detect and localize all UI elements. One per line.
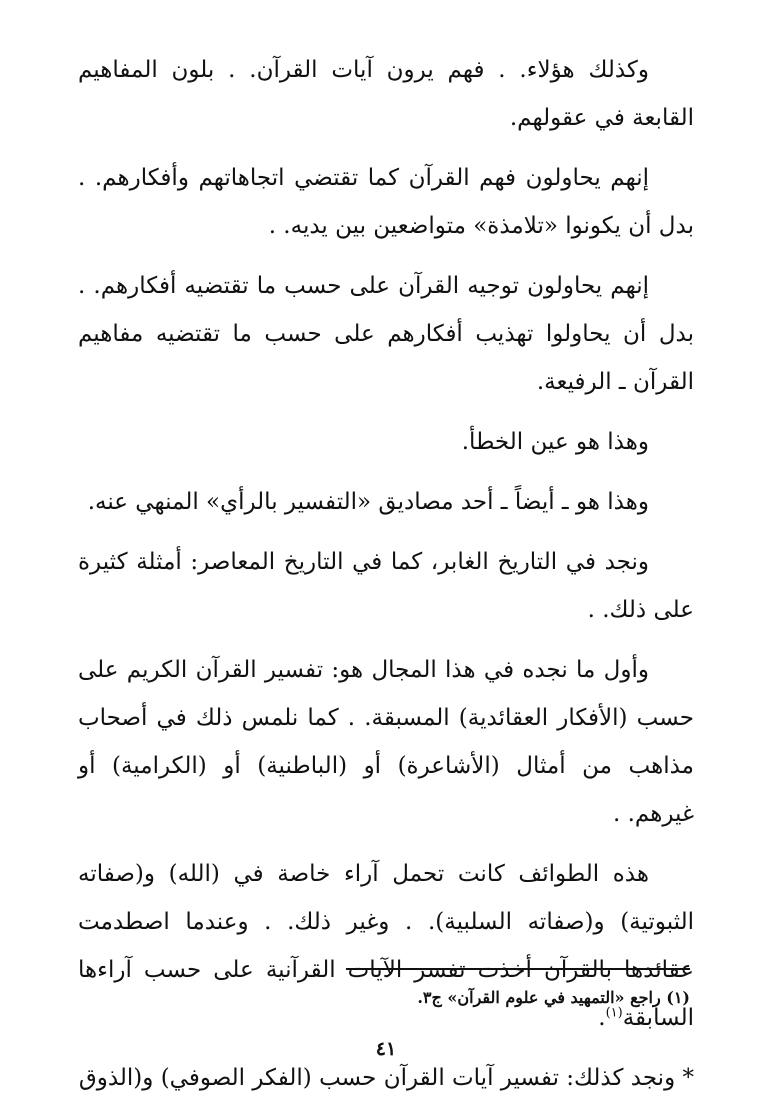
footnote: (١) راجع «التمهيد في علوم القرآن» ج٣. (417, 988, 690, 1007)
paragraph-3: إنهم يحاولون توجيه القرآن على حسب ما تقتضيه أفكارهم. . بدل أن يحاولوا تهذيب أفكارهم على حسب ما تقتضيه مفاهيم القرآن ـ الرفيعة. (78, 273, 694, 395)
footnote-divider (346, 968, 690, 970)
paragraph-7: وأول ما نجده في هذا المجال هو: تفسير القرآن الكريم على حسب (الأفكار العقائدية) المسبقة. . كما نلمس ذلك في أصحاب مذاهب من أمثال (الأشاعرة) أو (الباطنية) أو (الكرامية) أو غيرهم. . (78, 657, 694, 827)
footnote-reference[interactable]: (١) (605, 1005, 623, 1021)
paragraph-4: وهذا هو عين الخطأ. (461, 429, 649, 455)
paragraph-8 (78, 850, 694, 1042)
paragraph-9: * ونجد كذلك: تفسير آيات القرآن حسب (الفكر الصوفي) و(الذوق (78, 1065, 694, 1091)
paragraph-2: إنهم يحاولون فهم القرآن كما تقتضي اتجاهاتهم وأفكارهم. . بدل أن يكونوا «تلامذة» متواضعين بين يديه. . (78, 165, 694, 239)
paragraph-8-text: هذه الطوائف كانت تحمل آراء خاصة في (الله) و(صفاته الثبوتية) و(صفاته السلبية). . وغير ذلك. . وعندما اصطدمت عقائدها بالقرآن أخذت تفسر الآيات القرآنية على حسب آراءها السابقة (78, 861, 694, 1031)
paragraph-6: ونجد في التاريخ الغابر، كما في التاريخ المعاصر: أمثلة كثيرة على ذلك. . (78, 549, 694, 623)
page-number: ٤١ (375, 1038, 397, 1060)
paragraph-5: وهذا هو ـ أيضاً ـ أحد مصاديق «التفسير بالرأي» المنهي عنه. (87, 489, 649, 515)
paragraph-1: وكذلك هؤلاء. . فهم يرون آيات القرآن. . بلون المفاهيم القابعة في عقولهم. (78, 57, 694, 131)
paragraph-8-end: . (598, 1005, 606, 1031)
